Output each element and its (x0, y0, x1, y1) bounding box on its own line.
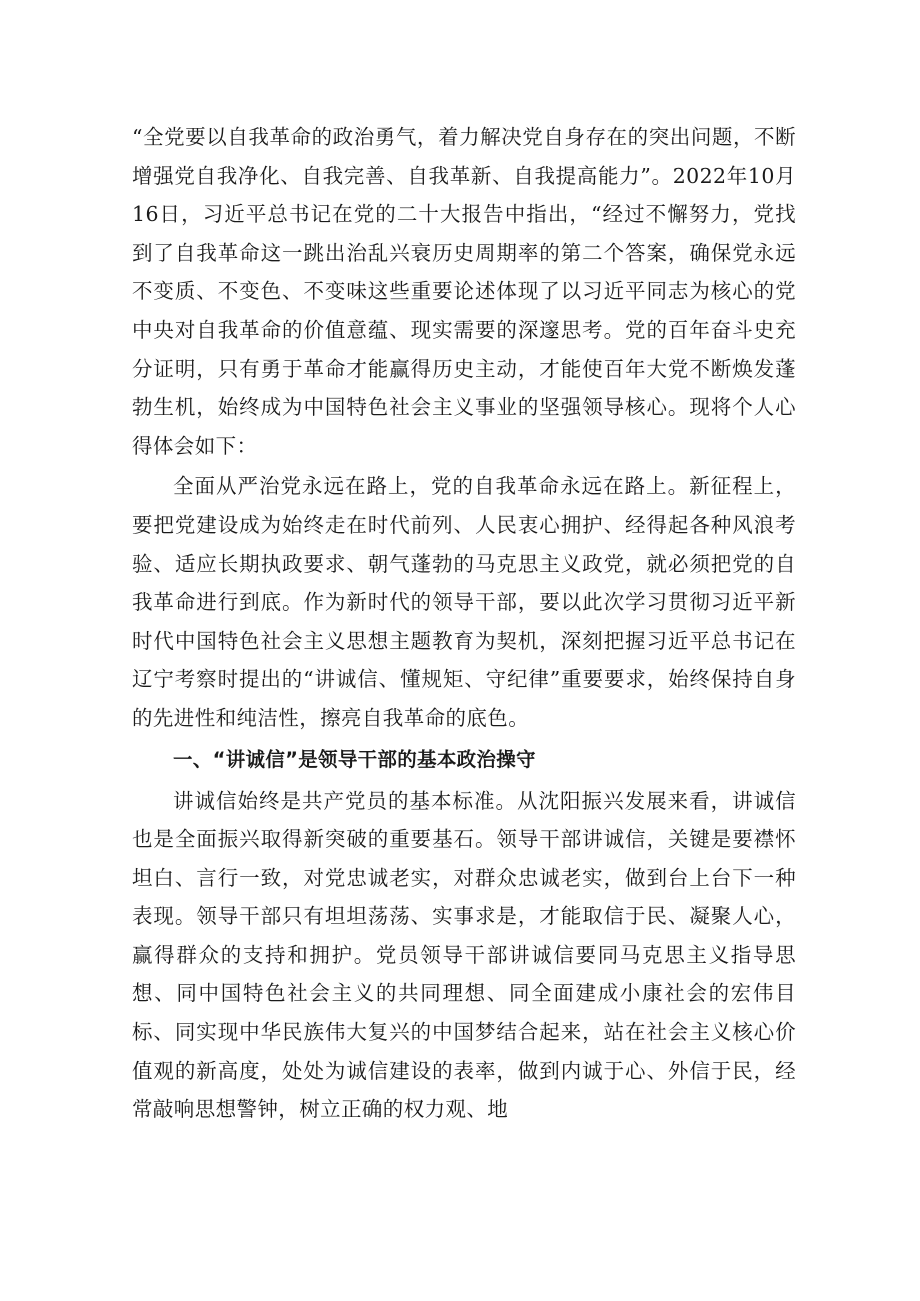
section-paragraph: 讲诚信始终是共产党员的基本标准。从沈阳振兴发展来看，讲诚信也是全面振兴取得新突破的重要基石。领导干部讲诚信，关键是要襟怀坦白、言行一致，对党忠诚老实，对群众忠诚老实，做到台上台下一种表现。领导干部只有坦坦荡荡、实事求是，才能取信于民、凝聚人心，赢得群众的支持和拥护。党员领导干部讲诚信要同马克思主义指导思想、同中国特色社会主义的共同理想、同全面建成小康社会的宏伟目标、同实现中华民族伟大复兴的中国梦结合起来，站在社会主义核心价值观的新高度，处处为诚信建设的表率，做到内诚于心、外信于民，经常敲响思想警钟，树立正确的权力观、地 (132, 788, 796, 1122)
document-body (132, 118, 796, 1129)
section-heading: 一、“讲诚信”是领导干部的基本政治操守 (173, 747, 536, 771)
second-paragraph: 全面从严治党永远在路上，党的自我革命永远在路上。新征程上，要把党建设成为始终走在时代前列、人民衷心拥护、经得起各种风浪考验、适应长期执政要求、朝气蓬勃的马克思主义政党，就必须把党的自我革命进行到底。作为新时代的领导干部，要以此次学习贯彻习近平新时代中国特色社会主义思想主题教育为契机，深刻把握习近平总书记在辽宁考察时提出的“讲诚信、懂规矩、守纪律”重要要求，始终保持自身的先进性和纯洁性，擦亮自我革命的底色。 (132, 474, 796, 730)
intro-paragraph: “全党要以自我革命的政治勇气，着力解决党自身存在的突出问题，不断增强党自我净化、自我完善、自我革新、自我提高能力”。2022年10月16日，习近平总书记在党的二十大报告中指出，“经过不懈努力，党找到了自我革命这一跳出治乱兴衰历史周期率的第二个答案，确保党永远不变质、不变色、不变味这些重要论述体现了以习近平同志为核心的党中央对自我革命的价值意蕴、现实需要的深邃思考。党的百年奋斗史充分证明，只有勇于革命才能赢得历史主动，才能使百年大党不断焕发蓬勃生机，始终成为中国特色社会主义事业的坚强领导核心。现将个人心得体会如下： (132, 125, 796, 458)
